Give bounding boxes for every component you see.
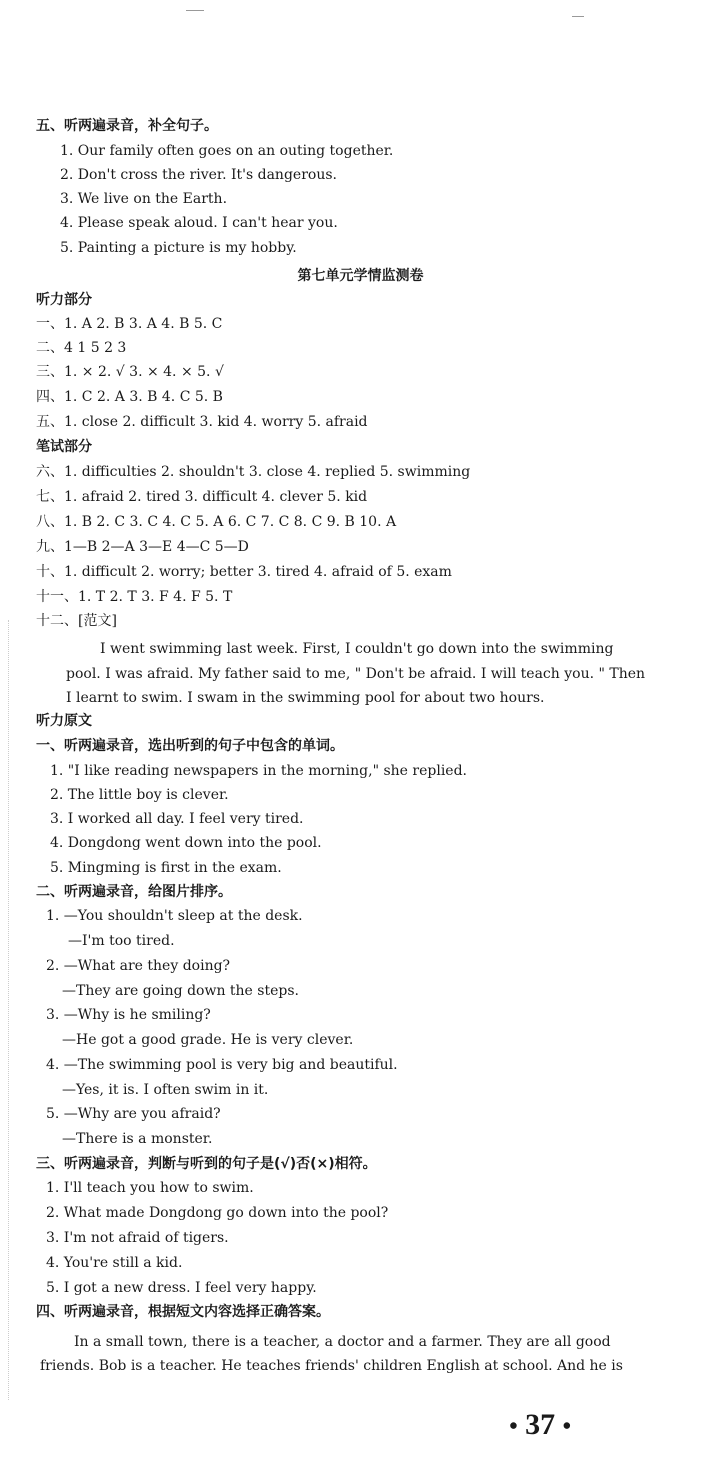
answer-row: 一、1. A 2. B 3. A 4. B 5. C <box>36 316 223 332</box>
list-item: 3. I worked all day. I feel very tired. <box>50 811 304 827</box>
list-item: —I'm too tired. <box>68 933 175 949</box>
list-item: 2. What made Dongdong go down into the pool? <box>46 1205 389 1221</box>
list-item: 4. Please speak aloud. I can't hear you. <box>60 215 338 231</box>
list-item: 5. Painting a picture is my hobby. <box>60 240 297 256</box>
section-heading: 四、听两遍录音，根据短文内容选择正确答案。 <box>36 1304 330 1320</box>
passage-line: In a small town, there is a teacher, a doctor and a farmer. They are all good <box>74 1334 611 1350</box>
list-item: 1. Our family often goes on an outing together. <box>60 143 394 159</box>
list-item: 4. Dongdong went down into the pool. <box>50 835 322 851</box>
list-item: —He got a good grade. He is very clever. <box>62 1032 354 1048</box>
answer-row: 八、1. B 2. C 3. C 4. C 5. A 6. C 7. C 8. C 9. B 10. A <box>36 514 397 530</box>
scan-mark <box>186 10 204 11</box>
answer-row: 三、1. × 2. √ 3. × 4. × 5. √ <box>36 364 224 380</box>
answer-row: 九、1—B 2—A 3—E 4—C 5—D <box>36 539 249 555</box>
list-item: 3. We live on the Earth. <box>60 191 228 207</box>
list-item: 1. —You shouldn't sleep at the desk. <box>46 908 303 924</box>
answer-row: 六、1. difficulties 2. shouldn't 3. close 4. replied 5. swimming <box>36 464 471 480</box>
scan-edge <box>8 620 10 1400</box>
list-item: 3. I'm not afraid of tigers. <box>46 1230 229 1246</box>
list-item: —They are going down the steps. <box>62 983 299 999</box>
answer-row: 五、1. close 2. difficult 3. kid 4. worry 5. afraid <box>36 414 368 430</box>
answer-row: 四、1. C 2. A 3. B 4. C 5. B <box>36 389 223 405</box>
list-item: 1. "I like reading newspapers in the morning," she replied. <box>50 763 468 779</box>
section-heading: 三、听两遍录音，判断与听到的句子是(√)否(×)相符。 <box>36 1156 377 1172</box>
list-item: 4. —The swimming pool is very big and beautiful. <box>46 1057 398 1073</box>
list-item: 5. I got a new dress. I feel very happy. <box>46 1280 317 1296</box>
list-item: 1. I'll teach you how to swim. <box>46 1180 254 1196</box>
list-item: 5. Mingming is first in the exam. <box>50 860 282 876</box>
answer-row: 十、1. difficult 2. worry; better 3. tired 4. afraid of 5. exam <box>36 564 452 580</box>
section-heading: 一、听两遍录音，选出听到的句子中包含的单词。 <box>36 738 344 754</box>
section-label: 笔试部分 <box>36 439 92 455</box>
section-heading: 二、听两遍录音，给图片排序。 <box>36 884 232 900</box>
answer-row: 二、4 1 5 2 3 <box>36 340 127 356</box>
unit-title: 第七单元学情监测卷 <box>297 268 424 284</box>
section-label: 听力原文 <box>36 713 92 729</box>
list-item: 5. —Why are you afraid? <box>46 1106 221 1122</box>
scan-mark <box>572 16 584 17</box>
essay-line: pool. I was afraid. My father said to me, " Don't be afraid. I will teach you. " Then <box>66 666 646 682</box>
list-item: —There is a monster. <box>62 1131 213 1147</box>
essay-line: I learnt to swim. I swam in the swimming pool for about two hours. <box>66 690 545 706</box>
bullet-icon: • <box>562 1413 571 1440</box>
essay-line: I went swimming last week. First, I couldn't go down into the swimming <box>100 641 614 657</box>
list-item: 2. The little boy is clever. <box>50 787 229 803</box>
section-heading: 五、听两遍录音，补全句子。 <box>36 118 218 134</box>
page-number-value: 37 <box>525 1408 556 1441</box>
answer-row: 十一、1. T 2. T 3. F 4. F 5. T <box>36 589 233 605</box>
list-item: 2. Don't cross the river. It's dangerous. <box>60 167 337 183</box>
list-item: 4. You're still a kid. <box>46 1255 183 1271</box>
answer-row: 十二、[范文] <box>36 613 117 629</box>
answer-row: 七、1. afraid 2. tired 3. difficult 4. clever 5. kid <box>36 489 368 505</box>
passage-line: friends. Bob is a teacher. He teaches friends' children English at school. And he is <box>40 1358 623 1374</box>
bullet-icon: • <box>509 1413 518 1440</box>
list-item: 3. —Why is he smiling? <box>46 1007 211 1023</box>
list-item: 2. —What are they doing? <box>46 958 231 974</box>
page-number <box>509 1408 571 1442</box>
list-item: —Yes, it is. I often swim in it. <box>62 1082 269 1098</box>
section-label: 听力部分 <box>36 292 92 308</box>
